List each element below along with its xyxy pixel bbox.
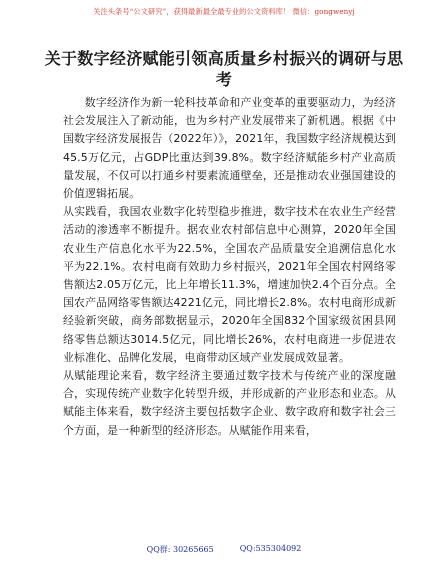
paragraph: 数字经济作为新一轮科技革命和产业变革的重要驱动力，为经济社会发展注入了新动能，也为乡村产业发展带来了新机遇。根据《中国数字经济发展报告（2022年）》，2021年，我国数字经济规模达到45.5万亿元，占GDP比重达到39.8%。数字经济赋能乡村产业高质量发展，不仅可以打通乡村要素流通壁垒，还是推动农业强国建设的价值逻辑拓展。 <box>63 96 396 201</box>
footer <box>0 544 448 558</box>
paragraph: 从实践看，我国农业数字化转型稳步推进，数字技术在农业生产经营活动的渗透率不断提升。据农业农村部信息中心测算，2020年全国农业生产信息化水平为22.5%，全国农产品质量安全追溯信息化水平为22.1%。农村电商有效助力乡村振兴，2021年全国农村网络零售额达2.05万亿元，比上年增长11.3%，增速加快2.4个百分点。全国农产品网络零售额达4221亿元，同比增长2.8%。农村电商形成新经验新突破，商务部数据显示，2020年全国832个国家级贫困县网络零售总额达3014.5亿元，同比增长26%，农村电商进一步促进农业标准化、品牌化发展，电商带动区域产业发展成效显著。 <box>63 205 396 364</box>
header-banner <box>0 7 448 29</box>
paragraph: 从赋能理论来看，数字经济主要通过数字技术与传统产业的深度融合，实现传统产业数字化转型升级，并形成新的产业形态和业态。从赋能主体来看，数字经济主要包括数字企业、数字政府和数字社会三个方面，是一种新型的经济形态。从赋能作用来看， <box>63 369 396 437</box>
document-body <box>63 94 396 440</box>
footer-qq-group: QQ群: 30265665 <box>146 545 214 554</box>
banner-text: 关注头条号“公文研究”，获得最新最全最专业的公文资料库！ 微信：gongwenyj <box>93 7 355 16</box>
document-title: 关于数字经济赋能引领高质量乡村振兴的调研与思考 <box>44 49 404 89</box>
footer-qq: QQ:535304092 <box>239 544 302 553</box>
